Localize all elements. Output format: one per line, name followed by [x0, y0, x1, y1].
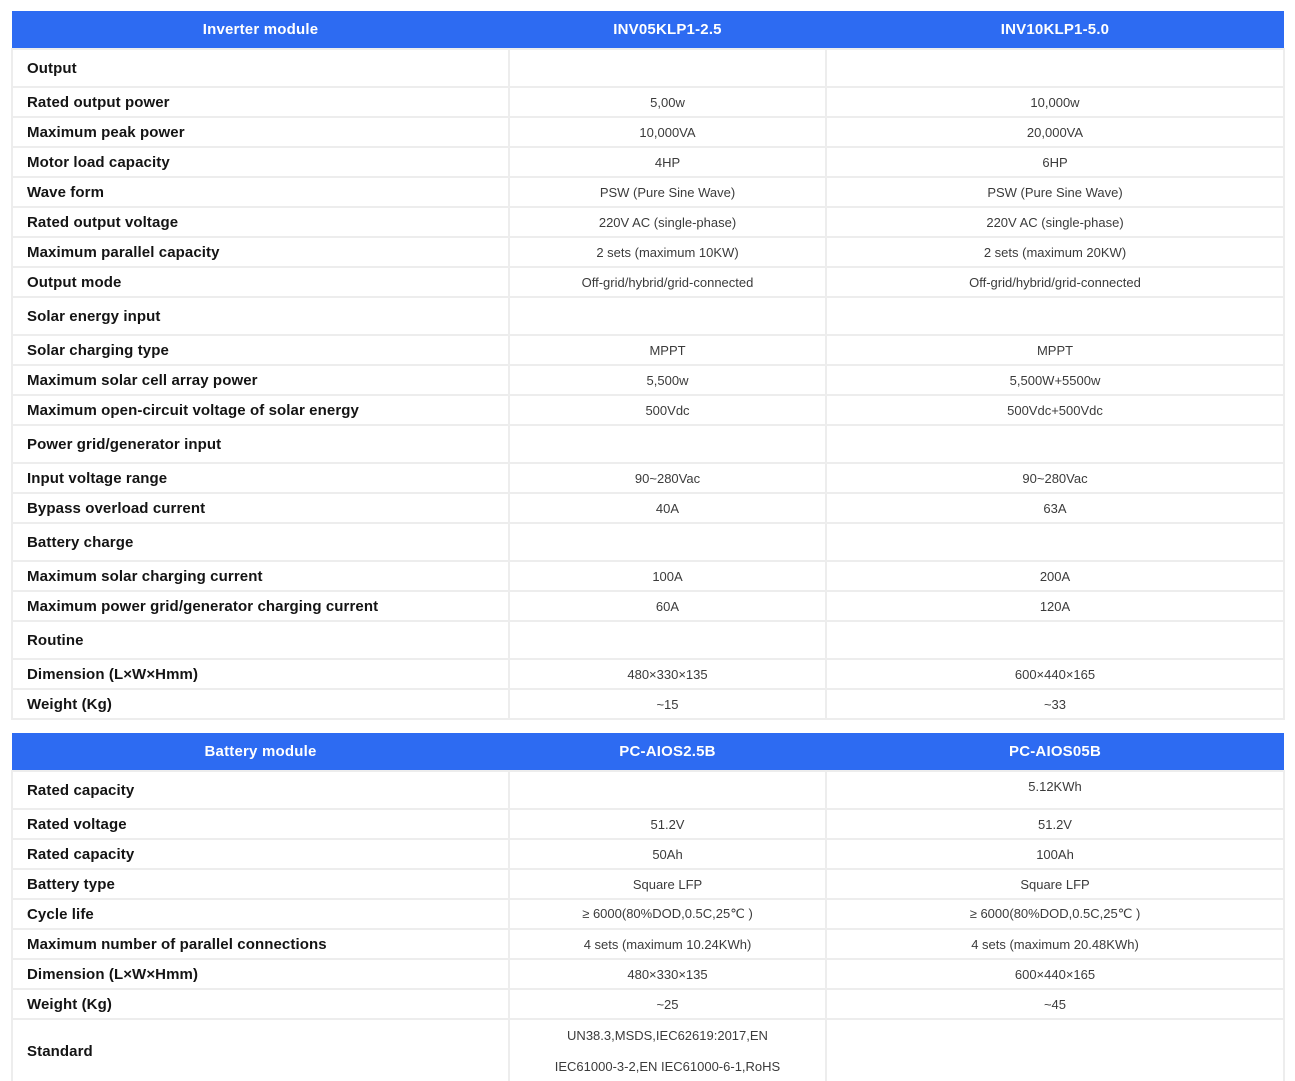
- spec-value-cell: 2 sets (maximum 10KW): [509, 237, 826, 267]
- model-column-header: INV05KLP1-2.5: [509, 11, 826, 49]
- spec-value-cell: [826, 425, 1284, 463]
- spec-value-cell: 500Vdc: [509, 395, 826, 425]
- spec-label-cell: Input voltage range: [12, 463, 509, 493]
- table-row: [12, 959, 1284, 989]
- spec-label-cell: Maximum open-circuit voltage of solar energy: [12, 395, 509, 425]
- table-row: [12, 207, 1284, 237]
- spec-value-cell: [509, 49, 826, 87]
- table-row: [12, 771, 1284, 809]
- spec-value-cell: 20,000VA: [826, 117, 1284, 147]
- spec-label-cell: Weight (Kg): [12, 689, 509, 719]
- spec-value-cell: 480×330×135: [509, 659, 826, 689]
- spec-value-cell: 120A: [826, 591, 1284, 621]
- table-row: [12, 869, 1284, 899]
- spec-value-cell: Square LFP: [826, 869, 1284, 899]
- spec-value-cell: 40A: [509, 493, 826, 523]
- spec-value-cell: [826, 297, 1284, 335]
- spec-label-cell: Rated capacity: [12, 771, 509, 809]
- spec-value-cell: 600×440×165: [826, 959, 1284, 989]
- spec-value-cell: [509, 771, 826, 809]
- spec-value-cell: Square LFP: [509, 869, 826, 899]
- spec-label-cell: Power grid/generator input: [12, 425, 509, 463]
- table-row: [12, 493, 1284, 523]
- spec-value-cell: 2 sets (maximum 20KW): [826, 237, 1284, 267]
- spec-label-cell: Dimension (L×W×Hmm): [12, 959, 509, 989]
- spec-value-cell: [509, 425, 826, 463]
- spec-value-cell: ~25: [509, 989, 826, 1019]
- table-row: [12, 147, 1284, 177]
- spec-label-cell: Wave form: [12, 177, 509, 207]
- spec-value-cell: 5,500W+5500w: [826, 365, 1284, 395]
- table-row: [12, 177, 1284, 207]
- spec-value-cell: 10,000w: [826, 87, 1284, 117]
- spec-value-cell: 200A: [826, 561, 1284, 591]
- spec-label-cell: Rated voltage: [12, 809, 509, 839]
- spec-value-cell: [826, 49, 1284, 87]
- spec-label-cell: Battery charge: [12, 523, 509, 561]
- spec-value-cell: 50Ah: [509, 839, 826, 869]
- spec-value-cell: 220V AC (single-phase): [826, 207, 1284, 237]
- spec-label-cell: Cycle life: [12, 899, 509, 929]
- spec-label-cell: Maximum power grid/generator charging current: [12, 591, 509, 621]
- spec-label-cell: Battery type: [12, 869, 509, 899]
- spec-value-cell: [826, 523, 1284, 561]
- spec-value-wrapped-text: UN38.3,MSDS,IEC62619:2017,EN IEC61000-3-2,EN IEC61000-6-1,RoHS: [554, 1028, 781, 1074]
- spec-value-cell: 4 sets (maximum 10.24KWh): [509, 929, 826, 959]
- spec-value-cell: 220V AC (single-phase): [509, 207, 826, 237]
- spec-value-cell: 6HP: [826, 147, 1284, 177]
- table-row: [12, 117, 1284, 147]
- spec-label-cell: Output mode: [12, 267, 509, 297]
- module-column-header: Battery module: [12, 733, 509, 771]
- spec-label-cell: Maximum number of parallel connections: [12, 929, 509, 959]
- spec-label-cell: Maximum parallel capacity: [12, 237, 509, 267]
- section-row: [12, 49, 1284, 87]
- spec-value-cell: ~15: [509, 689, 826, 719]
- table-row: [12, 839, 1284, 869]
- spec-value-cell: Off-grid/hybrid/grid-connected: [509, 267, 826, 297]
- section-row: [12, 523, 1284, 561]
- table-row: [12, 591, 1284, 621]
- table-row: [12, 689, 1284, 719]
- spec-label-cell: Rated output power: [12, 87, 509, 117]
- spec-label-cell: Rated output voltage: [12, 207, 509, 237]
- spec-value-cell: 4 sets (maximum 20.48KWh): [826, 929, 1284, 959]
- spec-value-cell: 60A: [509, 591, 826, 621]
- table-row: [12, 659, 1284, 689]
- spec-value-cell: [509, 523, 826, 561]
- spec-value-cell: MPPT: [826, 335, 1284, 365]
- table-row: [12, 929, 1284, 959]
- spec-value-cell: 63A: [826, 493, 1284, 523]
- spec-value-cell: 51.2V: [509, 809, 826, 839]
- spec-label-cell: Maximum solar charging current: [12, 561, 509, 591]
- table-row: [12, 395, 1284, 425]
- table-row: [12, 237, 1284, 267]
- section-row: [12, 621, 1284, 659]
- spec-label-cell: Maximum solar cell array power: [12, 365, 509, 395]
- spec-value-cell: ~45: [826, 989, 1284, 1019]
- spec-value-cell: 51.2V: [826, 809, 1284, 839]
- battery-spec-table: [11, 733, 1285, 1081]
- table-row: [12, 809, 1284, 839]
- model-column-header: PC-AIOS2.5B: [509, 733, 826, 771]
- spec-label-cell: Bypass overload current: [12, 493, 509, 523]
- spec-value-cell: 480×330×135: [509, 959, 826, 989]
- section-row: [12, 425, 1284, 463]
- spec-label-cell: Rated capacity: [12, 839, 509, 869]
- spec-value-cell: ≥ 6000(80%DOD,0.5C,25℃ ): [509, 899, 826, 929]
- table-row: [12, 899, 1284, 929]
- table-row: [12, 561, 1284, 591]
- table-row: [12, 267, 1284, 297]
- table-row: [12, 989, 1284, 1019]
- spec-value-cell: 100A: [509, 561, 826, 591]
- table-row: [12, 365, 1284, 395]
- inverter-spec-table: [11, 11, 1285, 720]
- spec-value-cell: 100Ah: [826, 839, 1284, 869]
- spec-label-cell: Maximum peak power: [12, 117, 509, 147]
- table-row: [12, 1019, 1284, 1081]
- spec-label-cell: Routine: [12, 621, 509, 659]
- model-column-header: PC-AIOS05B: [826, 733, 1284, 771]
- spec-value-cell: 5,500w: [509, 365, 826, 395]
- model-column-header: INV10KLP1-5.0: [826, 11, 1284, 49]
- spec-value-cell: [509, 621, 826, 659]
- section-row: [12, 297, 1284, 335]
- table-row: [12, 335, 1284, 365]
- spec-value-cell: 600×440×165: [826, 659, 1284, 689]
- table-row: [12, 87, 1284, 117]
- spec-value-cell: Off-grid/hybrid/grid-connected: [826, 267, 1284, 297]
- spec-value-cell: [826, 1019, 1284, 1081]
- spec-label-cell: Motor load capacity: [12, 147, 509, 177]
- spec-value-cell: 500Vdc+500Vdc: [826, 395, 1284, 425]
- spec-label-cell: Solar energy input: [12, 297, 509, 335]
- spec-value-cell: PSW (Pure Sine Wave): [509, 177, 826, 207]
- spec-value-cell: 10,000VA: [509, 117, 826, 147]
- table-row: [12, 463, 1284, 493]
- spec-label-cell: Standard: [12, 1019, 509, 1081]
- spec-value-cell: ~33: [826, 689, 1284, 719]
- spec-value-cell: 90~280Vac: [509, 463, 826, 493]
- spec-value-cell: [509, 1019, 826, 1081]
- spec-value-cell: [826, 621, 1284, 659]
- header-row: [12, 733, 1284, 771]
- module-column-header: Inverter module: [12, 11, 509, 49]
- spec-value-cell: MPPT: [509, 335, 826, 365]
- spec-value-cell: ≥ 6000(80%DOD,0.5C,25℃ ): [826, 899, 1284, 929]
- spec-label-cell: Dimension (L×W×Hmm): [12, 659, 509, 689]
- spec-label-cell: Weight (Kg): [12, 989, 509, 1019]
- spec-label-cell: Output: [12, 49, 509, 87]
- spec-value-cell: 5.12KWh: [826, 771, 1284, 809]
- spec-value-cell: PSW (Pure Sine Wave): [826, 177, 1284, 207]
- spec-value-cell: [509, 297, 826, 335]
- spec-value-cell: 4HP: [509, 147, 826, 177]
- spec-value-cell: 5,00w: [509, 87, 826, 117]
- header-row: [12, 11, 1284, 49]
- spec-label-cell: Solar charging type: [12, 335, 509, 365]
- spec-value-cell: 90~280Vac: [826, 463, 1284, 493]
